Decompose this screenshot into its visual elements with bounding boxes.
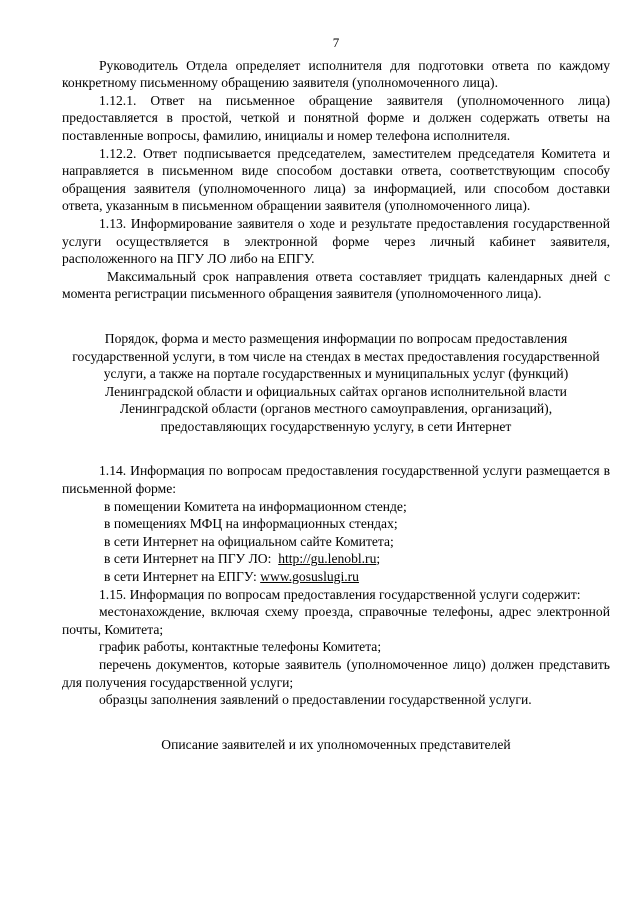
paragraph-max-term: Максимальный срок направления ответа составляет тридцать календарных дней с момента регистрации письменного обращения заявителя (уполномоченного лица). — [62, 268, 610, 302]
list-item: график работы, контактные телефоны Комитета; — [99, 639, 382, 655]
paragraph-1-12-2: 1.12.2. Ответ подписывается председателем, заместителем председателя Комитета и направляется в письменном виде способом доставки ответа, соответствующим способу обращения заявителя (уполномоченного лица) за информацией, или способом доставки ответа, указанным в письменном обращении заявителя (уполномоченного лица). — [62, 145, 610, 214]
paragraph-1-12-1: 1.12.1. Ответ на письменное обращение заявителя (уполномоченного лица) предоставляется в простой, четкой и понятной форме и должен содержать ответы на поставленные вопросы, фамилию, инициалы и номер телефона исполнителя. — [62, 92, 610, 143]
pgu-link[interactable]: http://gu.lenobl.ru — [278, 551, 377, 567]
pgu-suffix: ; — [376, 551, 381, 567]
pgu-prefix: в сети Интернет на ПГУ ЛО: — [104, 551, 272, 567]
list-item-pgu — [62, 550, 610, 568]
page-number: 7 — [332, 35, 340, 50]
list-item: в помещении Комитета на информационном стенде; — [104, 498, 407, 514]
document-page — [62, 34, 610, 753]
list-item: образцы заполнения заявлений о предоставлении государственной услуги. — [99, 692, 532, 708]
paragraph-1-13: 1.13. Информирование заявителя о ходе и результате предоставления государственной услуги осуществляется в электронной форме через личный кабинет заявителя, расположенного на ПГУ ЛО либо на ЕПГУ. — [62, 215, 610, 267]
paragraph: Руководитель Отдела определяет исполнителя для подготовки ответа по каждому конкретному письменному обращению заявителя (уполномоченного лица). — [62, 57, 610, 91]
list-item-epgu — [62, 568, 610, 586]
list-item: в сети Интернет на официальном сайте Комитета; — [104, 533, 394, 549]
list-item: в помещениях МФЦ на информационных стендах; — [104, 516, 398, 532]
section-heading-info-placement: Порядок, форма и место размещения информации по вопросам предоставления государственной услуги, в том числе на стендах в местах предоставления государственной услуги, а также на портале государственных и муниципальных услуг (функций) Ленинградской области и официальных сайтах органов исполнительной власти Ленинградской области (органов местного самоуправления, организаций), предоставляющих государственную услугу, в сети Интернет — [72, 330, 600, 434]
section-heading-applicants: Описание заявителей и их уполномоченных представителей — [161, 736, 511, 752]
paragraph-1-14: 1.14. Информация по вопросам предоставления государственной услуги размещается в письменной форме: — [62, 463, 610, 497]
paragraph-1-15: 1.15. Информация по вопросам предоставления государственной услуги содержит: — [99, 586, 581, 602]
epgu-prefix: в сети Интернет на ЕПГУ: — [104, 569, 257, 585]
list-item: местонахождение, включая схему проезда, справочные телефоны, адрес электронной почты, Комитета; — [62, 604, 610, 637]
epgu-link[interactable]: www.gosuslugi.ru — [260, 569, 359, 585]
list-item: перечень документов, которые заявитель (уполномоченное лицо) должен представить для получения государственной услуги; — [62, 657, 610, 690]
